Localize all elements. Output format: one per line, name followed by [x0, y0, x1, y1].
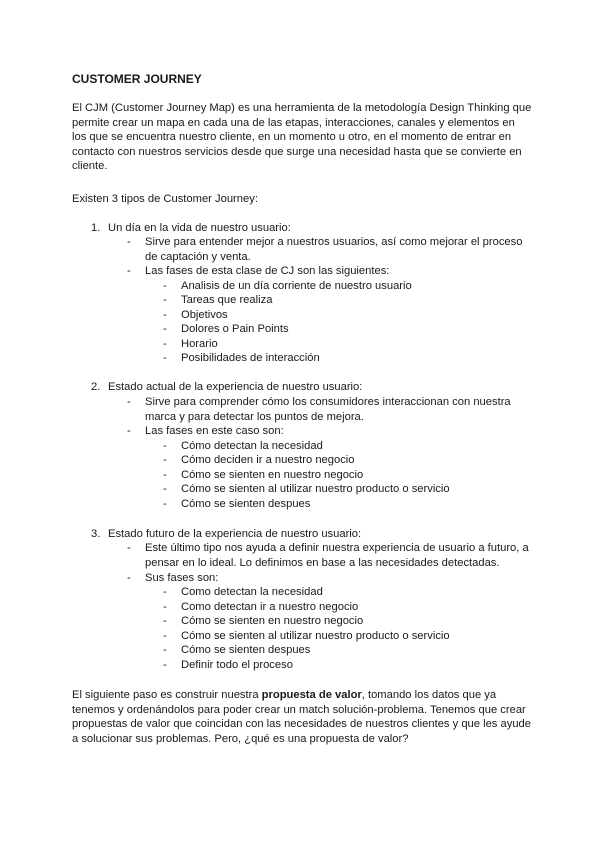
- type-2-phase: Cómo se sienten en nuestro negocio: [181, 469, 364, 481]
- type-3-phase: Cómo se sienten al utilizar nuestro producto o servicio: [181, 630, 450, 642]
- types-intro: Existen 3 tipos de Customer Journey:: [72, 193, 258, 205]
- dash: -: [163, 352, 167, 364]
- closing-text-after: , tomando los datos que ya tenemos y ordenándolos para poder crear un match solución-problema. Tenemos que crear propuestas de valor que coincidan con las necesidades de nuestros clientes y que les ayude a solucionar sus problemas. Pero, ¿qué es una propuesta de valor?: [72, 689, 531, 745]
- closing-bold-term: propuesta de valor: [261, 689, 362, 701]
- type-2-phase: Cómo deciden ir a nuestro negocio: [181, 454, 355, 466]
- dash: -: [127, 542, 131, 554]
- type-1-phase: Horario: [181, 338, 218, 350]
- dash: -: [127, 572, 131, 584]
- type-3-bullet-2: Sus fases son:: [145, 572, 219, 584]
- type-3-bullet-1: Este último tipo nos ayuda a definir nuestra experiencia de usuario a futuro, a pensar en lo ideal. Lo definimos en base a las necesidades detectadas.: [145, 542, 529, 569]
- dash: -: [163, 440, 167, 452]
- type-3-phase: Como detectan ir a nuestro negocio: [181, 601, 359, 613]
- type-2-phase: Cómo se sienten despues: [181, 498, 311, 510]
- type-1-phase: Objetivos: [181, 309, 228, 321]
- closing-text-before: El siguiente paso es construir nuestra: [72, 689, 262, 701]
- dash: -: [163, 454, 167, 466]
- dash: -: [163, 338, 167, 350]
- type-2-phase: Cómo detectan la necesidad: [181, 440, 323, 452]
- closing-paragraph: [72, 688, 532, 746]
- dash: -: [163, 644, 167, 656]
- type-2-title: Estado actual de la experiencia de nuestro usuario:: [108, 381, 363, 393]
- dash: -: [127, 265, 131, 277]
- list-number-3: 3.: [91, 528, 101, 540]
- type-3-phase: Como detectan la necesidad: [181, 586, 323, 598]
- dash: -: [127, 425, 131, 437]
- dash: -: [163, 309, 167, 321]
- list-number-2: 2.: [91, 381, 101, 393]
- dash: -: [163, 483, 167, 495]
- type-1-title: Un día en la vida de nuestro usuario:: [108, 222, 291, 234]
- dash: -: [163, 586, 167, 598]
- type-1-phase: Tareas que realiza: [181, 294, 273, 306]
- type-3-phase: Cómo se sienten despues: [181, 644, 311, 656]
- dash: -: [163, 294, 167, 306]
- type-1-phase: Dolores o Pain Points: [181, 323, 289, 335]
- dash: -: [163, 498, 167, 510]
- dash: -: [163, 280, 167, 292]
- dash: -: [163, 615, 167, 627]
- type-1-phase: Analisis de un día corriente de nuestro usuario: [181, 280, 412, 292]
- type-2-bullet-2: Las fases en este caso son:: [145, 425, 284, 437]
- type-2-bullet-1: Sirve para comprender cómo los consumidores interaccionan con nuestra marca y para detectar los puntos de mejora.: [145, 396, 511, 423]
- type-1-bullet-2: Las fases de esta clase de CJ son las siguientes:: [145, 265, 390, 277]
- page-title: CUSTOMER JOURNEY: [72, 72, 202, 86]
- dash: -: [163, 601, 167, 613]
- list-number-1: 1.: [91, 222, 101, 234]
- dash: -: [163, 469, 167, 481]
- dash: -: [163, 659, 167, 671]
- dash: -: [163, 630, 167, 642]
- dash: -: [163, 323, 167, 335]
- dash: -: [127, 396, 131, 408]
- type-2-phase: Cómo se sienten al utilizar nuestro producto o servicio: [181, 483, 450, 495]
- intro-paragraph: El CJM (Customer Journey Map) es una herramienta de la metodología Design Thinking que permite crear un mapa en cada una de las etapas, interacciones, canales y elementos en los que se encuentra nuestro cliente, en un momento u otro, en el momento de entrar en contacto con nuestros servicios desde que surge una necesidad hasta que se convierte en cliente.: [72, 102, 532, 173]
- type-1-phase: Posibilidades de interacción: [181, 352, 320, 364]
- type-3-phase: Definir todo el proceso: [181, 659, 293, 671]
- dash: -: [127, 236, 131, 248]
- type-1-bullet-1: Sirve para entender mejor a nuestros usuarios, así como mejorar el proceso de captación y venta.: [145, 236, 523, 263]
- type-3-title: Estado futuro de la experiencia de nuestro usuario:: [108, 528, 362, 540]
- type-3-phase: Cómo se sienten en nuestro negocio: [181, 615, 364, 627]
